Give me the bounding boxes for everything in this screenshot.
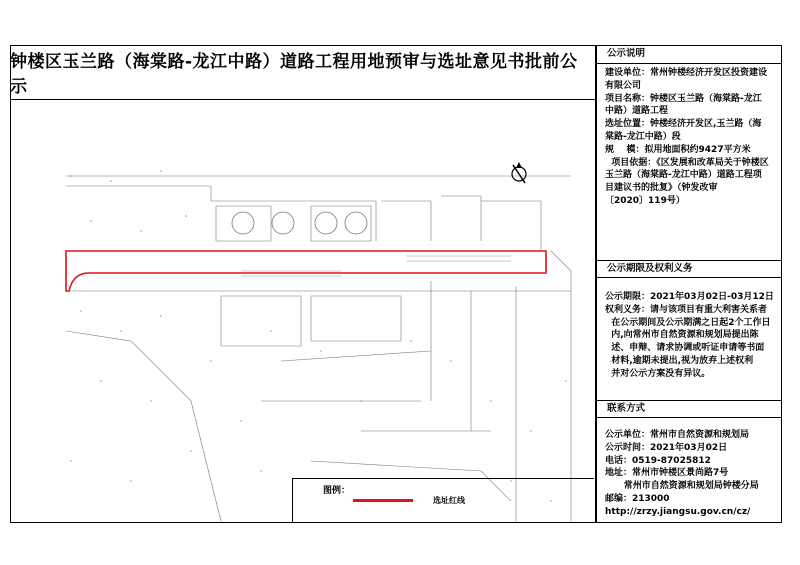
notice-line: 规 模：拟用地面积约9427平方米 <box>605 144 751 155</box>
notice-line: 项目名称：钟楼区玉兰路（海棠路-龙江 <box>605 93 762 104</box>
legend-title: 图例： <box>323 486 351 496</box>
contact-url: http://zrzy.jiangsu.gov.cn/cz/ <box>605 506 751 517</box>
section-heading-contact: 联系方式 <box>597 400 781 418</box>
section-heading-notice: 公示说明 <box>597 46 781 64</box>
notice-line: 〔2020〕119号） <box>605 195 685 206</box>
contact-line: 电话：0519-87025812 <box>605 455 711 466</box>
period-text <box>597 291 795 381</box>
notice-line: 中路）道路工程 <box>605 106 669 117</box>
contact-line: 公示时间：2021年03月02日 <box>605 442 728 453</box>
period-line: 在公示期间及公示期满之日起2个工作日 <box>605 317 771 328</box>
legend-box <box>292 478 594 522</box>
contact-line: 公示单位：常州市自然资源和规划局 <box>605 430 750 440</box>
notice-line: 棠路-龙江中路）段 <box>605 131 681 142</box>
notice-line: 建设单位：常州钟楼经济开发区投资建设 <box>605 68 768 78</box>
page-title: 钟楼区玉兰路（海棠路-龙江中路）道路工程用地预审与选址意见书批前公示 <box>10 52 578 97</box>
period-line: 内,向常州市自然资源和规划局提出陈 <box>605 330 759 341</box>
legend-item-label: 选址红线 <box>433 496 465 505</box>
notice-line: 玉兰路（海棠路-龙江中路）道路工程项 <box>605 170 762 181</box>
period-line: 公示期限：2021年03月02日-03月12日 <box>605 292 774 302</box>
contact-line: 地址：常州市钟楼区景尚路7号 <box>605 468 729 479</box>
period-line: 并对公示方案没有异议。 <box>605 368 711 379</box>
title-bar <box>10 45 595 100</box>
contact-line: 邮编：213000 <box>605 493 670 504</box>
contact-line: 常州市自然资源和规划局钟楼分局 <box>605 481 759 492</box>
north-arrow-icon <box>512 162 526 183</box>
legend-red-line-swatch <box>353 499 413 502</box>
period-line: 材料,逾期未提出,视为放弃上述权利 <box>605 355 754 366</box>
site-map <box>11 101 594 522</box>
notice-line: 项目依据：《区发展和改革局关于钟楼区 <box>605 157 769 168</box>
contact-text <box>597 429 795 519</box>
period-line: 权利义务：请与该项目有重大利害关系者 <box>605 304 768 315</box>
period-line: 述、申辩、请求协调或听证申请等书面 <box>605 343 765 354</box>
notice-line: 选址位置：钟楼经济开发区,玉兰路（海 <box>605 119 762 130</box>
notice-text <box>597 67 795 208</box>
section-heading-period: 公示期限及权利义务 <box>597 260 781 278</box>
notice-line: 目建议书的批复》（钟发改审 <box>605 183 718 194</box>
survey-points <box>70 170 567 502</box>
notice-line: 有限公司 <box>605 80 642 91</box>
